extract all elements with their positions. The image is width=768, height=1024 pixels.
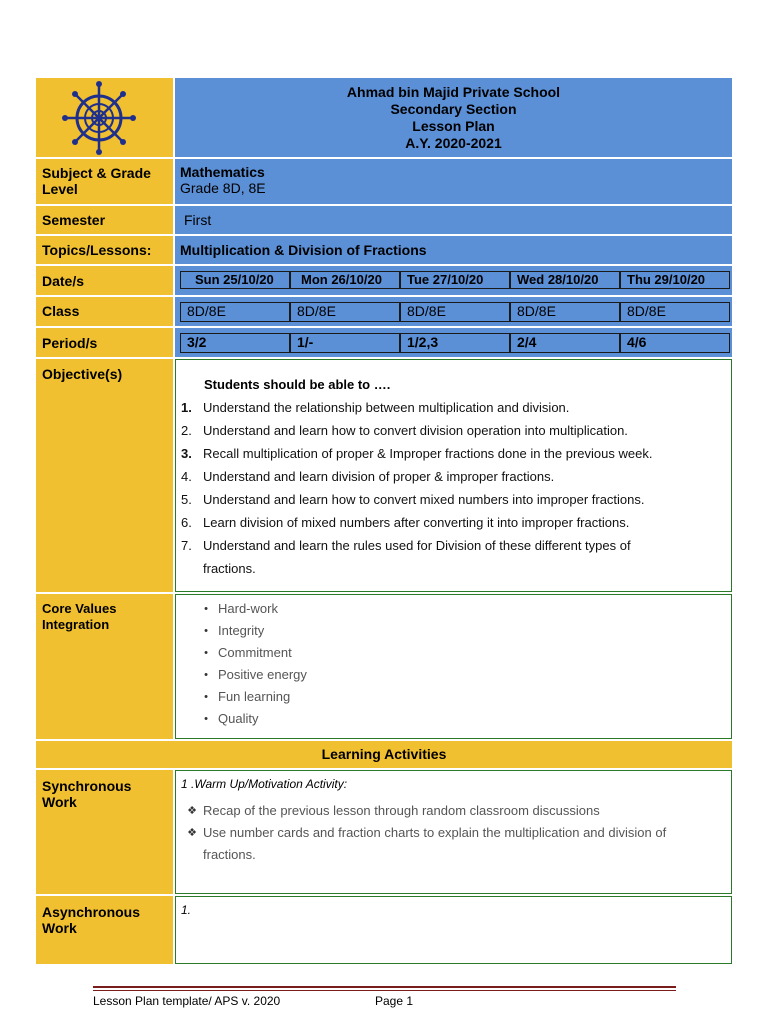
sync-heading: 1 .Warm Up/Motivation Activity:	[181, 777, 348, 791]
semester-label: Semester	[36, 206, 173, 234]
periods-label: Period/s	[36, 328, 173, 357]
ship-wheel-icon	[36, 78, 173, 157]
core-value-item: • Hard-work	[204, 601, 278, 616]
school-header	[175, 78, 732, 157]
topics-label: Topics/Lessons:	[36, 236, 173, 264]
class-cell: 8D/8E	[180, 302, 290, 322]
subject-cell	[175, 159, 732, 204]
period-cell: 1/-	[290, 333, 400, 353]
objective-item: 5. Understand and learn how to convert mixed numbers into improper fractions.	[181, 492, 645, 507]
core-value-item: • Positive energy	[204, 667, 307, 682]
class-cell: 8D/8E	[620, 302, 730, 322]
date-cell: Tue 27/10/20	[400, 271, 510, 289]
class-cell: 8D/8E	[290, 302, 400, 322]
objectives-cell	[175, 359, 732, 592]
objective-item: 6. Learn division of mixed numbers after converting it into improper fractions.	[181, 515, 630, 530]
core-values-cell	[175, 594, 732, 739]
period-cell: 3/2	[180, 333, 290, 353]
period-cell: 1/2,3	[400, 333, 510, 353]
school-name: Ahmad bin Majid Private School	[346, 84, 561, 100]
subject-grade: Grade 8D, 8E	[180, 180, 266, 196]
class-row	[175, 297, 732, 326]
objectives-label: Objective(s)	[36, 359, 173, 592]
date-cell: Sun 25/10/20	[180, 271, 290, 289]
objective-item: 2. Understand and learn how to convert division operation into multiplication.	[181, 423, 628, 438]
learning-activities-heading: Learning Activities	[36, 741, 732, 768]
asynchronous-label: Asynchronous Work	[36, 896, 173, 964]
objective-item: 1. Understand the relationship between multiplication and division.	[181, 400, 570, 415]
async-text: 1.	[181, 903, 192, 917]
objective-continuation: fractions.	[203, 561, 256, 576]
dates-label: Date/s	[36, 266, 173, 295]
footer-rule	[93, 986, 676, 988]
semester-text: First	[184, 212, 212, 228]
date-cell: Thu 29/10/20	[620, 271, 730, 289]
synchronous-cell	[175, 770, 732, 894]
class-cell: 8D/8E	[400, 302, 510, 322]
subject-label: Subject & Grade Level	[36, 159, 173, 204]
date-cell: Wed 28/10/20	[510, 271, 620, 289]
footer-left: Lesson Plan template/ APS v. 2020	[93, 994, 281, 1008]
dates-row	[175, 266, 732, 295]
objectives-intro: Students should be able to ….	[204, 377, 391, 392]
core-value-item: • Fun learning	[204, 689, 291, 704]
asynchronous-cell	[175, 896, 732, 964]
subject-name: Mathematics	[180, 164, 265, 180]
core-value-item: • Quality	[204, 711, 259, 726]
objective-item: 7. Understand and learn the rules used for Division of these different types of	[181, 538, 631, 553]
sync-item: ❖ Recap of the previous lesson through random classroom discussions	[187, 803, 600, 818]
period-cell: 2/4	[510, 333, 620, 353]
objective-item: 3. Recall multiplication of proper & Improper fractions done in the previous week.	[181, 446, 653, 461]
class-cell: 8D/8E	[510, 302, 620, 322]
topic-cell	[175, 236, 732, 264]
footer-rule-thin	[93, 990, 676, 991]
core-values-label: Core Values Integration	[36, 594, 173, 739]
date-cell: Mon 26/10/20	[290, 271, 400, 289]
sync-item: ❖ Use number cards and fraction charts to explain the multiplication and division of	[187, 825, 667, 840]
periods-row	[175, 328, 732, 357]
core-value-item: • Integrity	[204, 623, 265, 638]
class-label: Class	[36, 297, 173, 326]
school-logo-cell	[36, 78, 173, 157]
doc-title: Lesson Plan	[412, 118, 495, 134]
synchronous-label: Synchronous Work	[36, 770, 173, 894]
sync-continuation: fractions.	[203, 847, 256, 862]
objective-item: 4. Understand and learn division of proper & improper fractions.	[181, 469, 555, 484]
semester-value	[175, 206, 732, 234]
period-cell: 4/6	[620, 333, 730, 353]
core-value-item: • Commitment	[204, 645, 292, 660]
topic-text: Multiplication & Division of Fractions	[180, 242, 427, 258]
academic-year: A.Y. 2020-2021	[405, 135, 502, 151]
section-name: Secondary Section	[390, 101, 517, 117]
footer-page: Page 1	[375, 994, 414, 1008]
